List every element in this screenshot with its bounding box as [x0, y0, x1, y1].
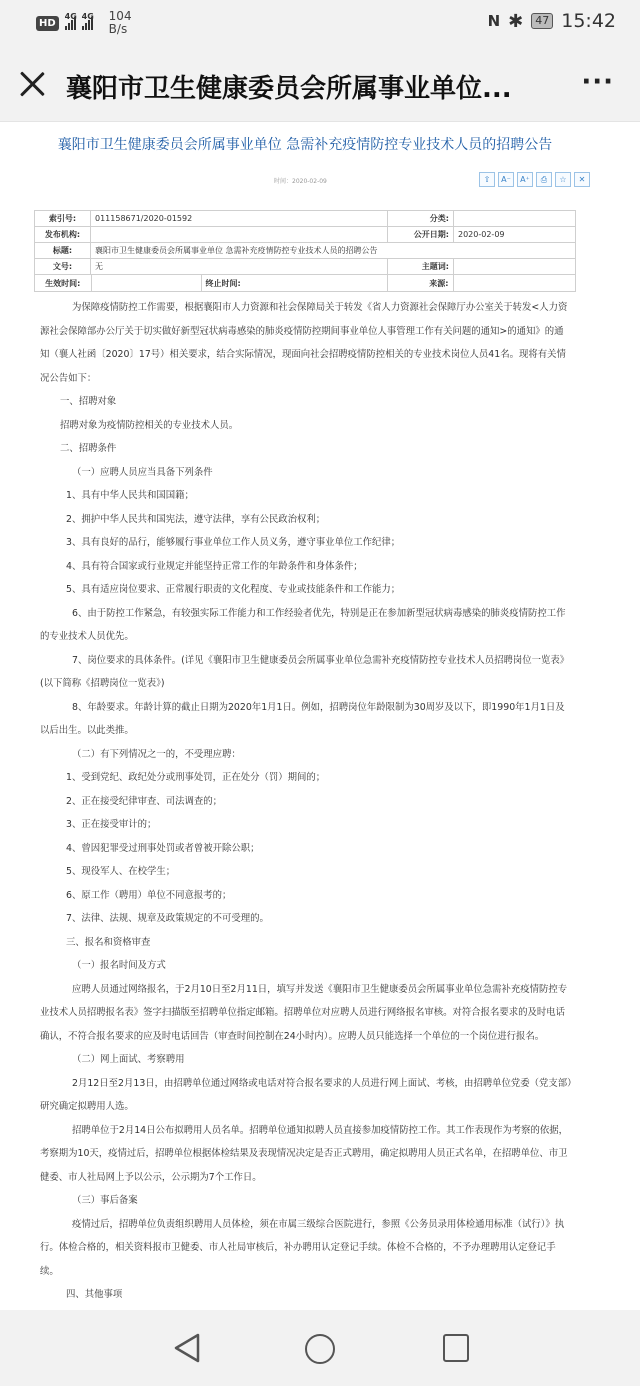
body-paragraph: 应聘人员通过网络报名，于2月10日至2月11日，填写并发送《襄阳市卫生健康委员会所属事业单位急需补充疫情防控专业技术人员招聘报名表》签字扫描版至招聘单位指定邮箱。招聘单位对应聘人员进行网络报名审核。对符合报名要求的及时电话确认，不符合报名要求的应及时电话回告（审查时间控制在24小时内）。应聘人员只能选择一个单位的一个岗位进行报名。 — [40, 983, 568, 1042]
more-options-button[interactable]: ··· — [581, 67, 614, 97]
body-paragraph: 1、受到党纪、政纪处分或刑事处罚，正在处分（罚）期间的； — [66, 772, 326, 783]
nfc-icon: N — [487, 12, 501, 30]
body-paragraph: （二）网上面试、考察聘用 — [72, 1054, 185, 1065]
font-smaller-icon[interactable]: A⁻ — [498, 172, 514, 187]
home-icon[interactable] — [305, 1334, 335, 1364]
body-paragraph: 3、具有良好的品行，能够履行事业单位工作人员义务，遵守事业单位工作纪律； — [66, 537, 401, 548]
body-paragraph: 6、原工作（聘用）单位不同意报考的； — [66, 889, 232, 901]
close-page-icon[interactable]: ✕ — [574, 172, 590, 187]
body-paragraph: （二）有下列情况之一的，不受理应聘： — [72, 748, 241, 760]
body-paragraph: 疫情过后，招聘单位负责组织聘用人员体检，须在市属三级综合医院进行，参照《公务员录用体检通用标准（试行）》执行。体检合格的，相关资料报市卫健委、市人社局审核后，补办聘用认定登记手续。体检不合格的，不予办理聘用认定登记手续。 — [40, 1218, 565, 1277]
body-paragraph: 一、招聘对象 — [60, 396, 117, 407]
body-paragraph: 三、报名和资格审查 — [66, 936, 151, 948]
table-cell — [91, 227, 388, 243]
table-cell: 生效时间: — [35, 275, 91, 291]
body-paragraph: 5、现役军人、在校学生； — [66, 866, 176, 877]
table-cell: 分类: — [388, 211, 454, 227]
network-speed-unit: B/s — [108, 22, 128, 36]
body-paragraph: 四、其他事项 — [66, 1289, 123, 1300]
table-cell: 标题: — [35, 243, 91, 259]
body-paragraph: 7、法律、法规、规章及政策规定的不可受理的。 — [66, 913, 269, 924]
hd-badge: HD — [36, 16, 59, 31]
body-paragraph: 2月12日至2月13日，由招聘单位通过网络或电话对符合报名要求的人员进行网上面试、考核，由招聘单位党委（党支部）研究确定拟聘用人选。 — [40, 1077, 572, 1112]
table-cell — [91, 275, 201, 291]
body-paragraph: 二、招聘条件 — [60, 443, 117, 454]
body-paragraph: 2、正在接受纪律审查、司法调查的； — [66, 795, 222, 807]
web-content[interactable] — [0, 122, 640, 1310]
status-left — [36, 10, 132, 36]
table-row — [35, 275, 576, 292]
table-cell: 011158671/2020-01592 — [91, 211, 388, 227]
body-paragraph: 1、具有中华人民共和国国籍； — [66, 490, 194, 501]
body-paragraph: 6、由于防控工作紧急，有较强实际工作能力和工作经验者优先，特别是正在参加新型冠状病毒感染的肺炎疫情防控工作的专业技术人员优先。 — [40, 607, 566, 642]
article-meta — [34, 172, 594, 196]
body-paragraph: （三）事后备案 — [72, 1195, 138, 1206]
table-cell: 来源: — [387, 275, 453, 291]
status-right — [488, 10, 616, 32]
favorite-icon[interactable]: ☆ — [555, 172, 571, 187]
article-title: 襄阳市卫生健康委员会所属事业单位 急需补充疫情防控专业技术人员的招聘公告 — [57, 137, 553, 153]
body-paragraph: 3、正在接受审计的； — [66, 819, 157, 830]
page-title: 襄阳市卫生健康委员会所属事业单位... — [66, 74, 512, 104]
recent-apps-icon[interactable] — [443, 1334, 469, 1362]
table-cell — [454, 259, 576, 275]
table-cell: 发布机构: — [35, 227, 91, 243]
table-row — [35, 211, 576, 227]
article-body — [40, 296, 572, 1307]
table-cell — [453, 275, 575, 291]
clock: 15:42 — [561, 10, 616, 32]
article-toolbar — [479, 172, 590, 187]
table-row — [35, 227, 576, 243]
body-paragraph: 2、拥护中华人民共和国宪法，遵守法律，享有公民政治权利； — [66, 513, 326, 525]
body-paragraph: 4、曾因犯罪受过刑事处罚或者曾被开除公职； — [66, 842, 260, 854]
print-icon[interactable]: ⎙ — [536, 172, 552, 187]
table-cell — [261, 275, 387, 291]
body-paragraph: 8、年龄要求。年龄计算的截止日期为2020年1月1日。例如，招聘岗位年龄限制为30周岁及以下，即1990年1月1日及以后出生。以此类推。 — [40, 701, 565, 736]
back-icon[interactable] — [172, 1332, 202, 1364]
table-cell: 襄阳市卫生健康委员会所属事业单位 急需补充疫情防控专业技术人员的招聘公告 — [91, 243, 576, 259]
table-cell: 索引号: — [35, 211, 91, 227]
signal-icon — [64, 12, 77, 30]
table-cell — [454, 211, 576, 227]
table-row — [35, 259, 576, 275]
share-icon[interactable]: ⇧ — [479, 172, 495, 187]
navigation-bar — [0, 1310, 640, 1386]
table-cell — [35, 275, 576, 292]
signal-icon-2 — [81, 12, 94, 30]
font-larger-icon[interactable]: A⁺ — [517, 172, 533, 187]
bluetooth-icon: ✱ — [508, 10, 524, 32]
network-speed — [109, 10, 132, 36]
body-paragraph: 招聘对象为疫情防控相关的专业技术人员。 — [60, 419, 239, 431]
body-paragraph: 招聘单位于2月14日公布拟聘用人员名单。招聘单位通知拟聘人员直接参加疫情防控工作。其工作表现作为考察的依据，考察期为10天，疫情过后，招聘单位根据体检结果及表现情况决定是否正式聘用，确定拟聘用人员正式名单，在招聘单位、市卫健委、市人社局网上予以公示，公示期为7个工作日。 — [40, 1124, 569, 1183]
title-bar — [0, 46, 640, 122]
table-cell: 无 — [91, 259, 388, 275]
table-cell: 终止时间: — [205, 278, 241, 288]
table-cell: 文号: — [35, 259, 91, 275]
body-paragraph: （一）应聘人员应当具备下列条件 — [72, 466, 213, 478]
signal-label: 4G — [64, 12, 77, 21]
body-paragraph: 7、岗位要求的具体条件。(详见《襄阳市卫生健康委员会所属事业单位急需补充疫情防控专业技术人员招聘岗位一览表》(以下简称《招聘岗位一览表》) — [40, 654, 570, 689]
body-paragraph: 4、具有符合国家或行业规定并能坚持正常工作的年龄条件和身体条件； — [66, 560, 363, 572]
table-row — [35, 243, 576, 259]
body-paragraph: 为保障疫情防控工作需要，根据襄阳市人力资源和社会保障局关于转发《省人力资源社会保障厅办公室关于转发<人力资源社会保障部办公厅关于切实做好新型冠状病毒感染的肺炎疫情防控期间事业单位人事管理工作有关问题的通知>的通知》的通知（襄人社函〔2020〕17号）相关要求，结合实际情况，现面向社会招聘疫情防控相关的专业技术岗位人员41名。现将有关情况公告如下： — [40, 302, 568, 384]
close-icon[interactable] — [16, 68, 48, 100]
body-paragraph: 5、具有适应岗位要求、正常履行职责的文化程度、专业或技能条件和工作能力； — [66, 584, 401, 595]
network-speed-value: 104 — [108, 9, 132, 23]
info-table — [34, 210, 576, 292]
table-cell: 公开日期: — [388, 227, 454, 243]
validity-row — [35, 275, 575, 291]
body-paragraph: （一）报名时间及方式 — [72, 960, 166, 971]
battery-icon: 47 — [531, 13, 553, 29]
table-cell: 2020-02-09 — [454, 227, 576, 243]
publish-date: 时间：2020-02-09 — [274, 178, 327, 185]
table-cell: 主题词: — [388, 259, 454, 275]
signal-label-2: 4G — [81, 12, 94, 21]
status-bar — [0, 0, 640, 46]
